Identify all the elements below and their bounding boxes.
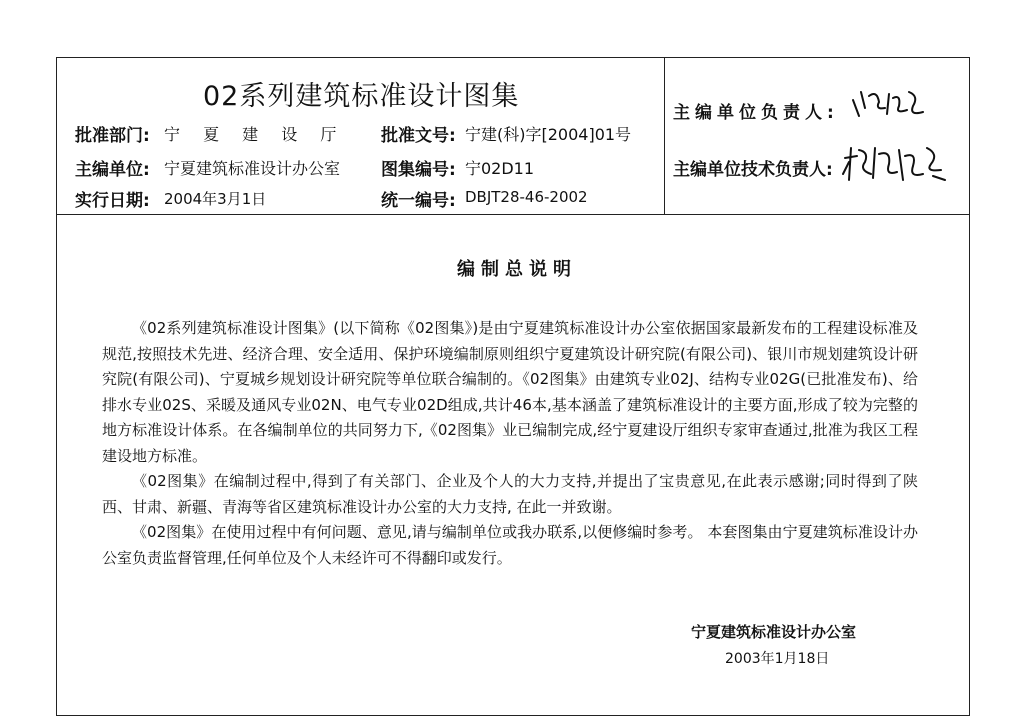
atlas-no-value: 宁02D11: [465, 159, 535, 178]
approval-doc-label: 批准文号:: [381, 126, 456, 146]
approving-dept-value: 宁 夏 建 设 厅: [164, 125, 346, 144]
unit-head-signature: [849, 86, 929, 122]
issuing-organization: 宁夏建筑标准设计办公室: [691, 623, 857, 641]
approving-dept-label: 批准部门:: [75, 126, 150, 146]
unit-tech-head-label: 主编单位技术负责人:: [673, 160, 833, 180]
approval-doc-value: 宁建(科)字[2004]01号: [465, 125, 632, 144]
document-frame: [56, 57, 970, 716]
description-body: [102, 316, 918, 571]
unified-no-label: 统一编号:: [381, 191, 456, 211]
paragraph-2: 《02图集》在编制过程中,得到了有关部门、企业及个人的大力支持,并提出了宝贵意见,在此表示感谢;同时得到了陕西、甘肃、新疆、青海等省区建筑标准设计办公室的大力支持, 在此一并致谢。: [102, 472, 918, 516]
header-column-divider: [664, 58, 665, 214]
paragraph-1: 《02系列建筑标准设计图集》(以下简称《02图集》)是由宁夏建筑标准设计办公室依据国家最新发布的工程建设标准及规范,按照技术先进、经济合理、安全适用、保护环境编制原则组织宁夏建筑设计研究院(有限公司)、银川市规划建筑设计研究院(有限公司)、宁夏城乡规划设计研究院等单位联合编制的。《02图集》由建筑专业02J、结构专业02G(已批准发布)、给排水专业02S、采暖及通风专业02N、电气专业02D组成,共计46本,基本涵盖了建筑标准设计的主要方面,形成了较为完整的地方标准设计体系。在各编制单位的共同努力下,《02图集》业已编制完成,经宁夏建设厅组织专家审查通过,批准为我区工程建设地方标准。: [102, 319, 918, 465]
effective-date-value: 2004年3月1日: [164, 190, 267, 208]
atlas-title: 02系列建筑标准设计图集: [203, 81, 520, 112]
unit-tech-head-signature: [841, 140, 951, 188]
chief-unit-value: 宁夏建筑标准设计办公室: [164, 159, 341, 178]
chief-unit-label: 主编单位:: [75, 160, 150, 180]
unified-no-value: DBJT28-46-2002: [465, 188, 588, 206]
section-title: 编制总说明: [457, 259, 577, 280]
paragraph-3: 《02图集》在使用过程中有何问题、意见,请与编制单位或我办联系,以便修编时参考。 本套图集由宁夏建筑标准设计办公室负责监督管理,任何单位及个人未经许可不得翻印或发行。: [102, 523, 918, 567]
effective-date-label: 实行日期:: [75, 191, 150, 211]
issue-date: 2003年1月18日: [725, 651, 830, 667]
header-divider: [57, 214, 969, 215]
unit-head-label: 主编单位负责人:: [673, 103, 839, 123]
atlas-no-label: 图集编号:: [381, 160, 456, 180]
